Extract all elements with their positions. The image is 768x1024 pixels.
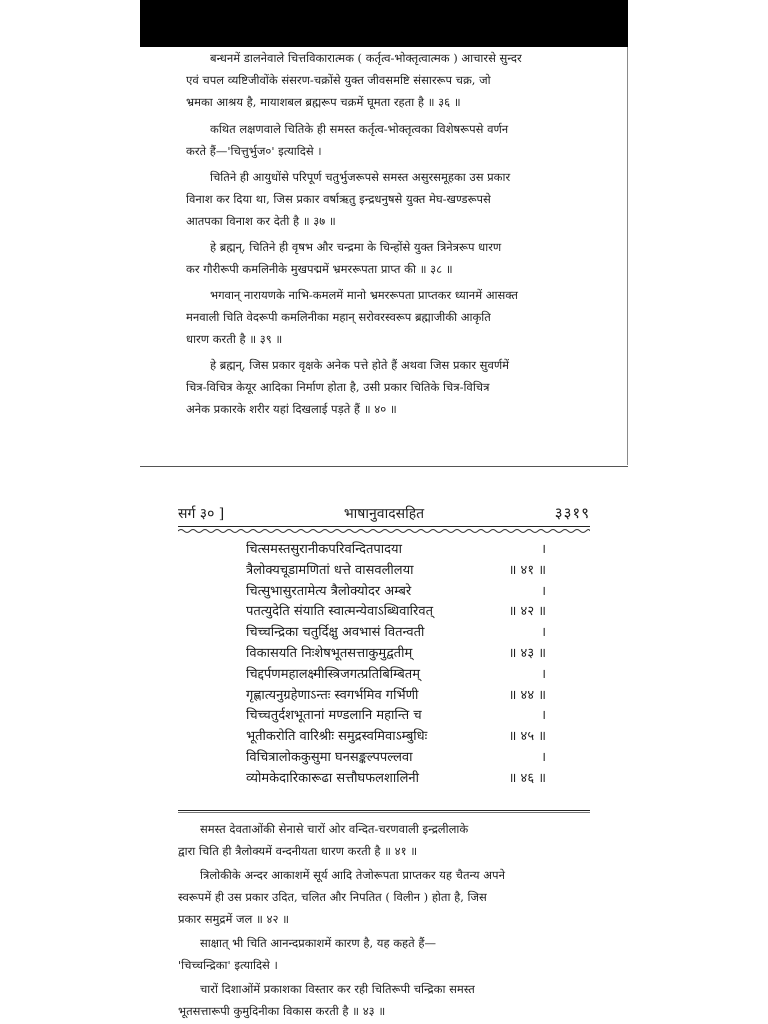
- upper-p1-line-1: बन्धनमें डालनेवाले चित्तविकारात्मक ( कर्तृत्व-भोक्तृत्वात्मक ) आचारसे सुन्दर: [210, 51, 522, 65]
- chapter-label: सर्ग ३० ]: [178, 506, 225, 522]
- verse-end: ॥ ४६ ॥: [508, 770, 546, 786]
- verse-line: [246, 623, 546, 644]
- verse-line: [246, 561, 546, 582]
- verse-text: विचित्रालोककुसुमा घनसङ्कल्पपल्लवा: [246, 749, 413, 765]
- verse-line: [246, 644, 546, 665]
- verse-end: ॥ ४५ ॥: [508, 729, 546, 745]
- verse-text: चिद्दर्पणमहालक्ष्मीस्त्रिजगत्प्रतिबिम्बितम्: [246, 666, 420, 682]
- verse-line: [246, 582, 546, 603]
- verse-end: ।: [541, 708, 546, 724]
- verse-translation-rule: [178, 810, 590, 811]
- upper-p3-line-1: चितिने ही आयुधोंसे परिपूर्ण चतुर्भुजरूपसे समस्त असुरसमूहका उस प्रकार: [210, 170, 511, 184]
- trans-p1-line-1: समस्त देवताओंकी सेनासे चारों ओर वन्दित-चरणवाली इन्द्रलीलाके: [200, 822, 469, 836]
- verse-end: ॥ ४३ ॥: [508, 645, 546, 661]
- verse-line: [246, 706, 546, 727]
- verse-text: विकासयति निःशेषभूतसत्ताकुमुद्वतीम्: [246, 645, 413, 661]
- translation-paragraph-4: [178, 978, 590, 1022]
- upper-paragraph-2: [186, 118, 584, 162]
- page-right-edge: [627, 47, 628, 465]
- page-number: ३३१९: [554, 504, 590, 522]
- header-wavy-rule: [178, 528, 590, 534]
- trans-p4-line-2: भूतसत्तारूपी कुमुदिनीका विकास करती है ॥ ४३ ॥: [178, 1004, 386, 1018]
- upper-p2-line-1: कथित लक्षणवाले चितिके ही समस्त कर्तृत्व-भोक्तृत्वका विशेषरूपसे वर्णन: [210, 122, 509, 136]
- trans-p1-line-2: द्वारा चिति ही त्रैलोक्यमें वन्दनीयता धारण करती है ॥ ४१ ॥: [178, 844, 418, 858]
- verse-text: भूतीकरोति वारिश्रीः समुद्रस्वमिवाऽम्बुधिः: [246, 729, 428, 745]
- trans-p2-line-2: स्वरूपमें ही उस प्रकार उदित, चलित और निपतित ( विलीन ) होता है, जिस: [178, 890, 487, 904]
- verse-end: ।: [541, 583, 546, 599]
- upper-p1-line-2: एवं चपल व्यष्टिजीवोंके संसरण-चक्रोंसे युक्त जीवसमष्टि संसाररूप चक्र, जो: [186, 73, 491, 87]
- verse-line: [246, 727, 546, 748]
- verse-text: व्योमकेदारिकारूढा सत्तौघफलशालिनी: [246, 770, 419, 786]
- upper-p5-line-1: भगवान् नारायणके नाभि-कमलमें मानो भ्रमररूपता प्राप्तकर ध्यानमें आसक्त: [210, 288, 518, 302]
- verse-text: पतत्युदेति संयाति स्वात्मन्येवाऽब्धिवारिवत्: [246, 604, 434, 620]
- translation-paragraph-1: [178, 818, 590, 862]
- verse-text: चित्समस्तसुरानीकपरिवन्दितपादया: [246, 542, 402, 557]
- upper-p2-line-2: करते हैं—'चित्तुर्भुज०' इत्यादिसे ।: [186, 144, 322, 158]
- upper-paragraph-4: [186, 236, 584, 280]
- upper-p4-line-2: कर गौरीरूपी कमलिनीके मुखपद्ममें भ्रमररूपता प्राप्त की ॥ ३८ ॥: [186, 262, 453, 276]
- running-title: भाषानुवादसहित: [343, 506, 425, 522]
- verse-text: चिच्चतुर्दशभूतानां मण्डलानि महान्ति च: [246, 708, 422, 724]
- page-separator: [140, 466, 628, 467]
- upper-p1-line-3: भ्रमका आश्रय है, मायाशबल ब्रह्मरूप चक्रमें घूमता रहता है ॥ ३६ ॥: [186, 95, 461, 109]
- upper-paragraph-5: [186, 284, 584, 350]
- upper-paragraph-1: [186, 47, 584, 113]
- upper-p3-line-3: आतपका विनाश कर देती है ॥ ३७ ॥: [186, 214, 336, 228]
- verse-line: [246, 748, 546, 769]
- verse-line: [246, 602, 546, 623]
- upper-paragraph-3: [186, 166, 584, 232]
- verse-end: ।: [541, 749, 546, 765]
- upper-p6-line-1: हे ब्रह्मन्, जिस प्रकार वृक्षके अनेक पत्ते होते हैं अथवा जिस प्रकार सुवर्णमें: [210, 358, 510, 372]
- trans-p3-line-2: 'चिच्चन्द्रिका' इत्यादिसे ।: [178, 958, 278, 972]
- verse-text: चित्सुभासुरतामेत्य त्रैलोक्योदर अम्बरे: [246, 583, 412, 599]
- trans-p3-line-1: साक्षात् भी चिति आनन्दप्रकाशमें कारण है, यह कहते हैं—: [200, 936, 436, 950]
- verse-line: [246, 686, 546, 707]
- upper-p5-line-3: धारण करती है ॥ ३९ ॥: [186, 332, 283, 346]
- verse-end: ।: [541, 666, 546, 682]
- upper-p6-line-2: चित्र-विचित्र केयूर आदिका निर्माण होता है, उसी प्रकार चितिके चित्र-विचित्र: [186, 380, 490, 394]
- translation-paragraph-3: [178, 932, 590, 976]
- trans-p2-line-3: प्रकार समुद्रमें जल ॥ ४२ ॥: [178, 912, 290, 926]
- upper-paragraph-6: [186, 354, 584, 420]
- verse-end: ॥ ४२ ॥: [508, 604, 546, 620]
- upper-p5-line-2: मनवाली चिति वेदरूपी कमलिनीका महान् सरोवरस्वरूप ब्रह्माजीकी आकृति: [186, 310, 491, 324]
- verse-end: ।: [541, 625, 546, 641]
- verse-end: ॥ ४१ ॥: [508, 562, 546, 578]
- verse-end: ॥ ४४ ॥: [508, 687, 546, 703]
- upper-p4-line-1: हे ब्रह्मन्, चितिने ही वृषभ और चन्द्रमा के चिन्होंसे युक्त त्रिनेत्ररूप धारण: [210, 240, 502, 254]
- verse-translation-rule-2: [178, 812, 590, 813]
- translation-paragraph-2: [178, 864, 590, 930]
- verse-line: [246, 665, 546, 686]
- sanskrit-verses: [246, 540, 546, 790]
- verse-text: गृह्णात्यनुग्रहेणाऽन्तः स्वगर्भमिव गर्भिणी: [246, 687, 419, 703]
- scan-top-black-band: [140, 0, 628, 47]
- verse-end: ।: [541, 542, 546, 557]
- trans-p2-line-1: त्रिलोकीके अन्दर आकाशमें सूर्य आदि तेजोरूपता प्राप्तकर यह चैतन्य अपने: [200, 868, 505, 882]
- verse-line: [246, 540, 546, 561]
- upper-p6-line-3: अनेक प्रकारके शरीर यहां दिखलाई पड़ते हैं ॥ ४० ॥: [186, 402, 397, 416]
- verse-text: चिच्चन्द्रिका चतुर्दिक्षु अवभासं वितन्वती: [246, 625, 425, 641]
- trans-p4-line-1: चारों दिशाओंमें प्रकाशका विस्तार कर रही चितिरूपी चन्द्रिका समस्त: [200, 982, 475, 996]
- page-header: [178, 500, 590, 524]
- verse-line: [246, 769, 546, 790]
- upper-p3-line-2: विनाश कर दिया था, जिस प्रकार वर्षाऋतु इन्द्रधनुषसे युक्त मेघ-खण्डरूपसे: [186, 192, 491, 206]
- header-rule: [178, 526, 590, 527]
- verse-text: त्रैलोक्यचूडामणितां धत्ते वासवलीलया: [246, 562, 414, 578]
